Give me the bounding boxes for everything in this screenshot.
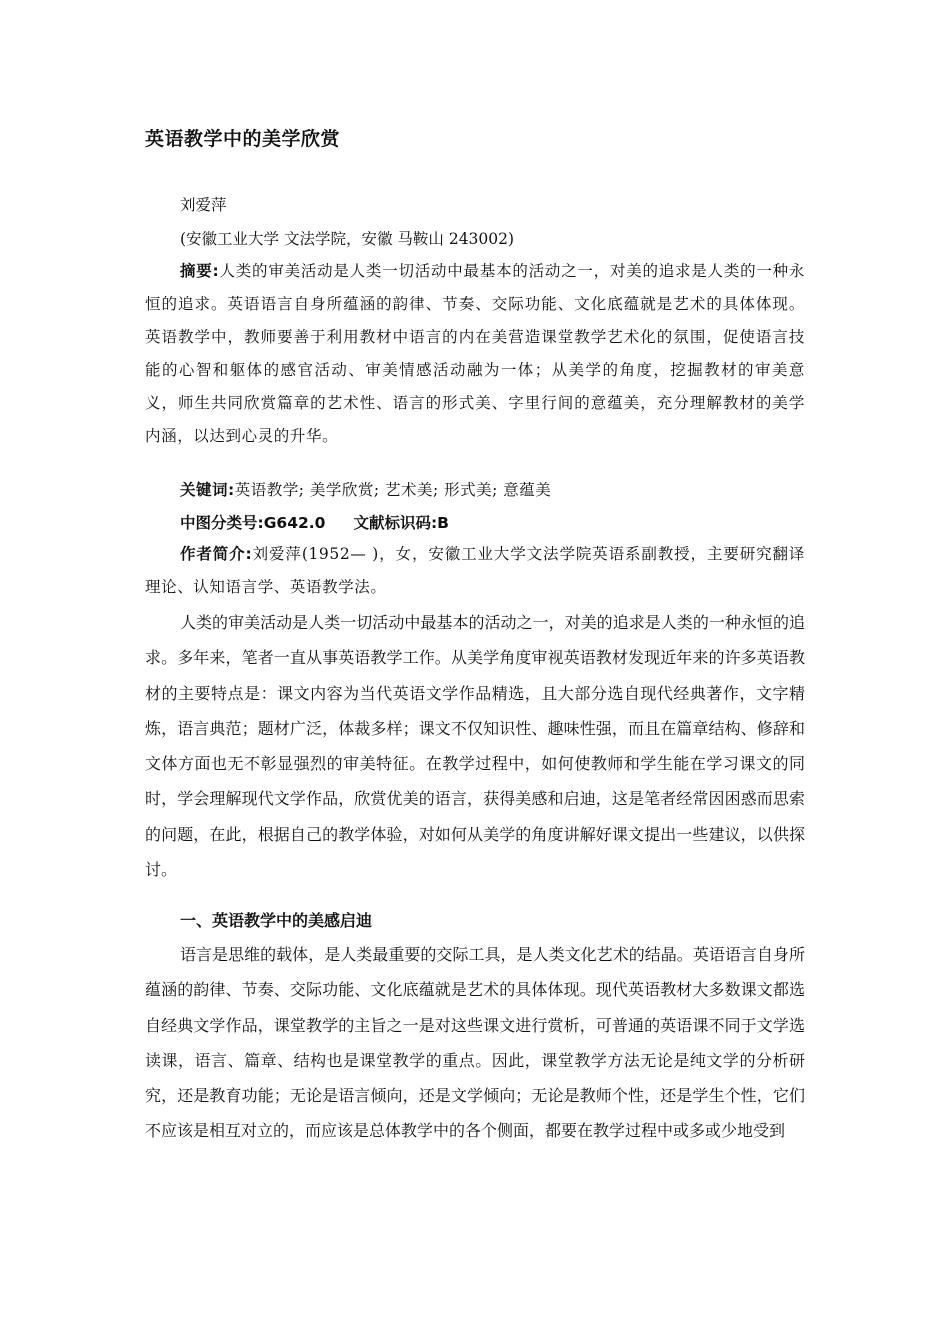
classification <box>180 507 449 540</box>
doc-code-label: 文献标识码: <box>353 514 438 532</box>
author-affiliation: (安徽工业大学 文法学院，安徽 马鞍山 243002) <box>180 230 515 248</box>
body-paragraph-2: 语言是思维的载体，是人类最重要的交际工具，是人类文化艺术的结晶。英语语言自身所蕴涵的韵律、节奏、交际功能、文化底蕴就是艺术的具体体现。现代英语教材大多数课文都选自经典文学作品，课堂教学的主旨之一是对这些课文进行赏析，可普通的英语课不同于文学选读课，语言、篇章、结构也是课堂教学的重点。因此，课堂教学方法无论是纯文学的分析研究，还是教育功能；无论是语言倾向，还是文学倾向；无论是教师个性，还是学生个性，它们不应该是相互对立的，而应该是总体教学中的各个侧面，都要在教学过程中或多或少地受到 <box>145 945 805 1141</box>
keywords-text: 英语教学; 美学欣赏; 艺术美; 形式美; 意蕴美 <box>234 481 552 499</box>
abstract-label: 摘要: <box>180 262 220 280</box>
keywords-label: 关键词: <box>180 481 235 499</box>
clc-label: 中图分类号: <box>180 514 264 532</box>
section-heading: 一、英语教学中的美感启迪 <box>180 911 373 930</box>
keywords <box>180 474 551 507</box>
author-bio-label: 作者简介: <box>180 545 253 563</box>
body-paragraph-1: 人类的审美活动是人类一切活动中最基本的活动之一，对美的追求是人类的一种永恒的追求。多年来，笔者一直从事英语教学工作。从美学角度审视英语教材发现近年来的许多英语教材的主要特点是：课文内容为当代英语文学作品精选，且大部分选自现代经典著作，文字精炼，语言典范；题材广泛，体裁多样；课文不仅知识性、趣味性强，而且在篇章结构、修辞和文体方面也无不彰显强烈的审美特征。在教学过程中，如何使教师和学生能在学习课文的同时，学会理解现代文学作品，欣赏优美的语言，获得美感和启迪，这是笔者经常因困惑而思索的问题，在此，根据自己的教学体验，对如何从美学的角度讲解好课文提出一些建议，以供探讨。 <box>145 613 805 880</box>
abstract-text: 人类的审美活动是人类一切活动中最基本的活动之一，对美的追求是人类的一种永恒的追求。英语语言自身所蕴涵的韵律、节奏、交际功能、文化底蕴就是艺术的具体体现。英语教学中，教师要善于利用教材中语言的内在美营造课堂教学艺术化的氛围，促使语言技能的心智和躯体的感官活动、审美情感活动融为一体；从美学的角度，挖掘教材的审美意义，师生共同欣赏篇章的艺术性、语言的形式美、字里行间的意蕴美，充分理解教材的美学内涵，以达到心灵的升华。 <box>145 262 806 445</box>
author-bio-text: 刘爱萍(1952— )，女，安徽工业大学文法学院英语系副教授，主要研究翻译理论、认知语言学、英语教学法。 <box>145 545 805 596</box>
doc-code-value: B <box>437 514 449 532</box>
abstract <box>145 255 805 453</box>
author-name: 刘爱萍 <box>180 196 227 214</box>
clc-value: G642.0 <box>263 514 326 532</box>
author-bio <box>145 538 805 604</box>
paper-title: 英语教学中的美学欣赏 <box>145 128 341 150</box>
